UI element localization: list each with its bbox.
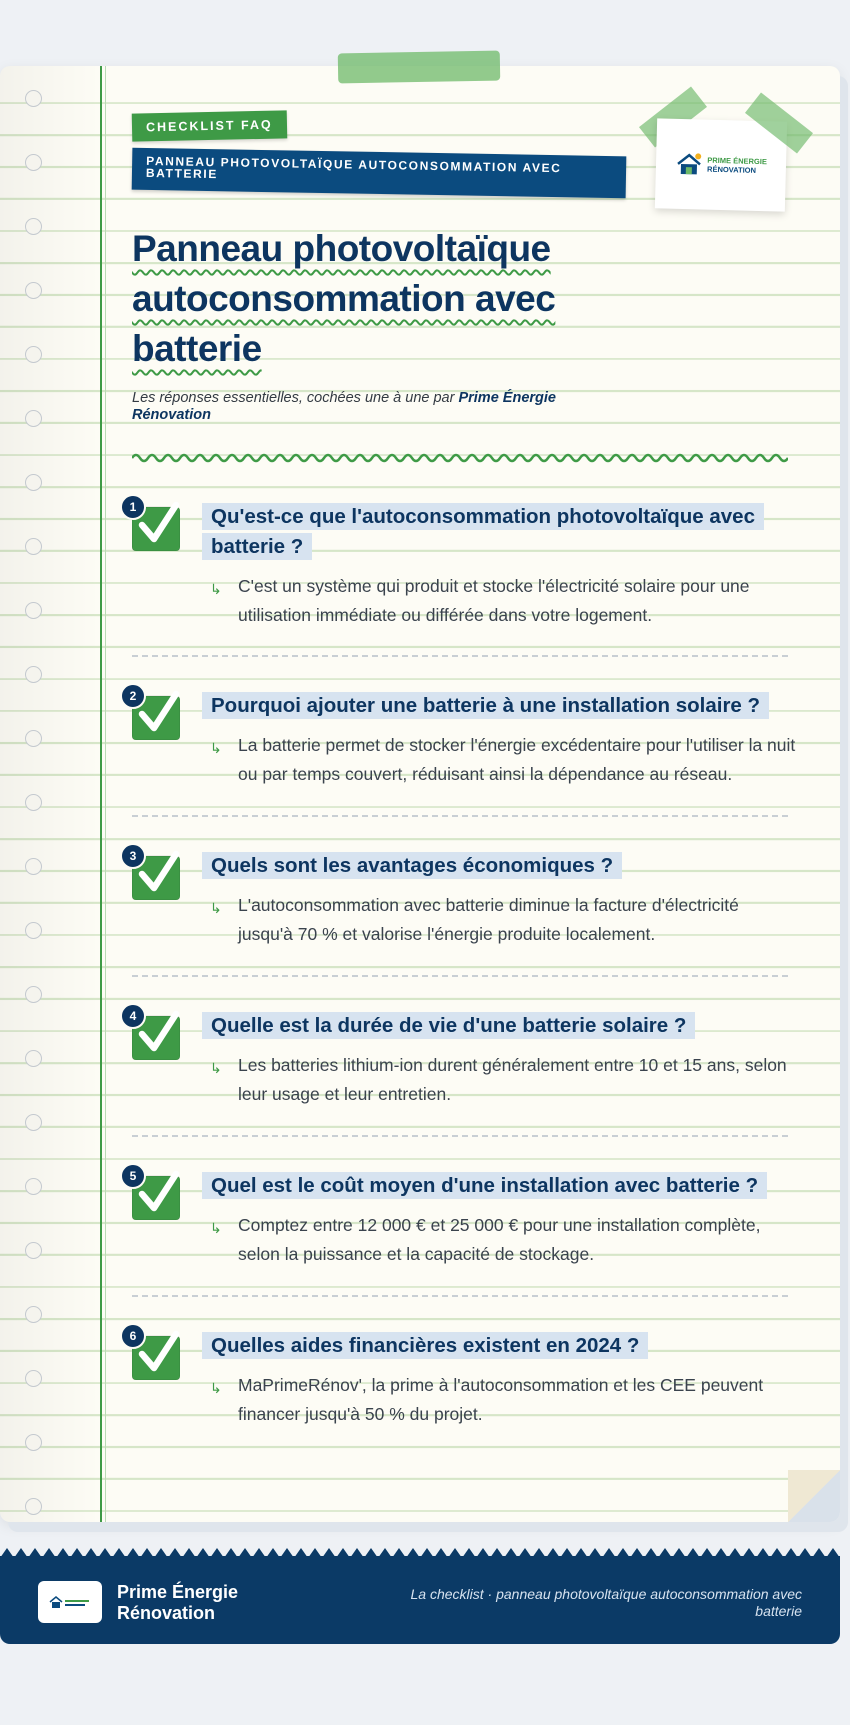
faq-question-text: Pourquoi ajouter une batterie à une installation solaire ?	[202, 692, 769, 719]
binder-hole	[25, 1306, 42, 1323]
binder-hole	[25, 90, 42, 107]
faq-question-text: Quelle est la durée de vie d'une batterie solaire ?	[202, 1012, 695, 1039]
margin-line-secondary	[105, 66, 106, 1522]
binder-hole	[25, 538, 42, 555]
subtitle	[132, 390, 612, 424]
footer-brand: Prime Énergie Rénovation	[117, 1582, 239, 1623]
binder-hole	[25, 1178, 42, 1195]
binder-hole	[25, 154, 42, 171]
checklist-badge: CHECKLIST FAQ	[132, 110, 287, 141]
logo-line-2: RÉNOVATION	[706, 164, 757, 175]
faq-answer: MaPrimeRénov', la prime à l'autoconsommation et les CEE peuvent financer jusqu'à 50 % du projet.	[238, 1375, 764, 1424]
arrow-return-icon: ↳	[210, 900, 222, 916]
binder-hole	[25, 474, 42, 491]
faq-answer: La batterie permet de stocker l'énergie excédentaire pour l'utiliser la nuit ou par temps couvert, réduisant ainsi la dépendance au réseau.	[238, 735, 796, 784]
binder-hole	[25, 346, 42, 363]
faq-question	[202, 1331, 802, 1361]
binder-hole	[25, 282, 42, 299]
faq-question	[202, 502, 802, 562]
title-line-1: Panneau photovoltaïque	[132, 228, 551, 269]
binder-hole	[25, 602, 42, 619]
faq-question-text: Quelles aides financières existent en 2024 ?	[202, 1332, 648, 1359]
dashed-separator	[132, 1135, 788, 1137]
page-corner-fold	[788, 1470, 840, 1522]
faq-question	[202, 1011, 802, 1041]
faq-answer: L'autoconsommation avec batterie diminue la facture d'électricité jusqu'à 70 % et valorise l'énergie produite localement.	[238, 895, 739, 944]
title-line-2: autoconsommation avec	[132, 278, 556, 319]
faq-question-text: Qu'est-ce que l'autoconsommation photovoltaïque avec batterie ?	[202, 503, 764, 560]
arrow-return-icon: ↳	[210, 1380, 222, 1396]
faq-question	[202, 691, 802, 721]
footer	[0, 1556, 840, 1644]
faq-answer: C'est un système qui produit et stocke l'électricité solaire pour une utilisation immédiate ou différée dans votre logement.	[238, 576, 750, 625]
item-number: 6	[120, 1323, 146, 1349]
binder-hole	[25, 794, 42, 811]
dashed-separator	[132, 1295, 788, 1297]
footer-logo	[38, 1581, 102, 1623]
binder-hole	[25, 218, 42, 235]
paper-left-strip	[0, 66, 100, 1522]
binder-hole	[25, 730, 42, 747]
faq-question-text: Quel est le coût moyen d'une installation avec batterie ?	[202, 1172, 767, 1199]
item-number: 2	[120, 683, 146, 709]
item-number: 1	[120, 494, 146, 520]
item-number: 4	[120, 1003, 146, 1029]
logo-line-1: PRIME ÉNERGIE	[707, 155, 768, 167]
binder-hole	[25, 410, 42, 427]
arrow-return-icon: ↳	[210, 581, 222, 597]
binder-hole	[25, 922, 42, 939]
subtitle-text: Les réponses essentielles, cochées une à une par	[132, 390, 455, 406]
binder-hole	[25, 1370, 42, 1387]
item-number: 3	[120, 843, 146, 869]
page-title	[132, 224, 692, 374]
footer-tagline: La checklist · panneau photovoltaïque autoconsommation avec batterie	[410, 1586, 802, 1619]
wavy-divider	[132, 451, 788, 465]
tape-strip	[338, 51, 500, 84]
dashed-separator	[132, 975, 788, 977]
faq-question	[202, 851, 802, 881]
notebook-paper	[0, 66, 840, 1522]
arrow-return-icon: ↳	[210, 1220, 222, 1236]
faq-answer: Les batteries lithium-ion durent généralement entre 10 et 15 ans, selon leur usage et leur entretien.	[238, 1055, 787, 1104]
arrow-return-icon: ↳	[210, 1060, 222, 1076]
arrow-return-icon: ↳	[210, 740, 222, 756]
faq-answer: Comptez entre 12 000 € et 25 000 € pour une installation complète, selon la puissance et la capacité de stockage.	[238, 1215, 761, 1264]
faq-question-text: Quels sont les avantages économiques ?	[202, 852, 622, 879]
topic-banner: PANNEAU PHOTOVOLTAÏQUE AUTOCONSOMMATION AVEC BATTERIE	[132, 148, 627, 199]
house-solar-logo-icon	[675, 152, 704, 177]
binder-hole	[25, 1434, 42, 1451]
margin-line	[100, 66, 102, 1522]
faq-question	[202, 1171, 802, 1201]
title-line-3: batterie	[132, 328, 262, 369]
dashed-separator	[132, 815, 788, 817]
logo-card	[655, 118, 787, 211]
binder-hole	[25, 1242, 42, 1259]
binder-hole	[25, 858, 42, 875]
binder-hole	[25, 1498, 42, 1515]
subtitle-brand: Prime Énergie Rénovation	[132, 390, 556, 423]
item-number: 5	[120, 1163, 146, 1189]
binder-hole	[25, 986, 42, 1003]
dashed-separator	[132, 655, 788, 657]
house-solar-logo-icon	[48, 1594, 92, 1610]
binder-hole	[25, 1050, 42, 1067]
binder-hole	[25, 666, 42, 683]
binder-hole	[25, 1114, 42, 1131]
